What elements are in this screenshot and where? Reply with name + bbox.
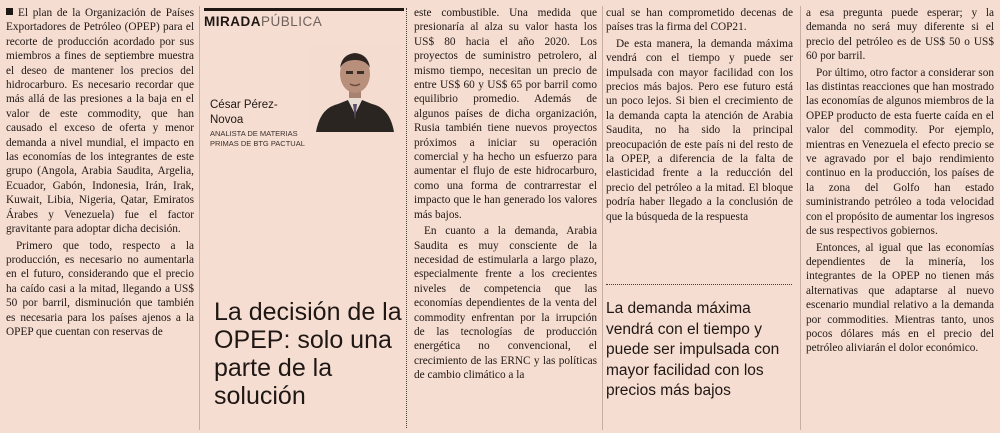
mirada-publica-box [204, 8, 404, 428]
paragraph: De esta manera, la demanda máxima vendrá con el tiempo y puede ser impulsada con mayor facilidad con los precios más bajos. Pero ese futuro está un poco lejos. Si bien el crecimiento de la demanda capta la atención de Arabia Saudita, no ha sido la principal preocupación de este país ni del resto de la OPEP, a diferencia de la falta de elasticidad frente a la reducción del precio del petróleo a la mitad. El bloque podría haber llegado a la conclusión de que la búsqueda de la respuesta [606, 37, 793, 223]
quote-divider [606, 284, 792, 285]
article-column-1 [6, 6, 194, 430]
paragraph: El plan de la Organización de Países Exportadores de Petróleo (OPEP) para el recorte de producción acordado por sus miembros a fines de septiembre muestra el deseo de mantener los precios del hidrocarburo. Es necesario recordar que más allá de las presiones a la baja en el valor de este commodity, que han causado el exceso de oferta y menor demanda a nivel mundial, el impacto en las economías de los integrantes de este grupo (Angola, Arabia Saudita, Argelia, Ecuador, Gabón, Indonesia, Irán, Irak, Kuwait, Libia, Nigeria, Qatar, Emiratos Árabes y Venezuela) fue el factor gravitante para adoptar dicha decisión. [6, 7, 194, 236]
paragraph: En cuanto a la demanda, Arabia Saudita es muy consciente de la necesidad de estimularla a largo plazo, especialmente frente a los crecientes niveles de competencia que las economías dependientes de la venta del commodity enfrentan por la irrupción de las tecnologías de producción energética no convencional, el crecimiento de las ERNC y las políticas de cambio climático a la [414, 225, 597, 382]
column-divider [602, 6, 603, 430]
section-label: MIRADAPÚBLICA [204, 8, 404, 34]
pull-quote-text: La demanda máxima vendrá con el tiempo y puede ser impulsada con mayor facilidad con los precios más bajos [606, 300, 780, 399]
paragraph: a esa pregunta puede esperar; y la demanda no será muy diferente si el precio del petróleo es de US$ 50 o US$ 60 por barril. [806, 7, 994, 63]
column-divider [800, 6, 801, 430]
article-column-4 [606, 6, 793, 268]
paragraph: Primero que todo, respecto a la producción, es necesario no aumentarla en el futuro, considerando que el precio ha caído casi a la mitad, llegando a US$ 50 por barril, disminución que también es necesaria para los países ajenos a la OPEP que cuentan con reservas de [6, 239, 194, 338]
article-column-5 [806, 6, 994, 430]
paragraph: este combustible. Una medida que presionaría al alza su valor hasta los US$ 80 hacia el año 2020. Los proyectos de suministro petrolero, al mismo tiempo, necesitan un precio de entre US$ 60 y US$ 65 por barril como equilibrio promedio. Además de algunos países de dicha organización, Rusia también tiene nuevos proyectos próximos a iniciar su operación comercial y ha hecho un esfuerzo para aumentar el flujo de este hidrocarburo, como una forma de contrarrestar el impacto que le han generado los valores más bajos. [414, 7, 597, 221]
headline: La decisión de la OPEP: solo una parte de la solución [214, 298, 402, 410]
article-column-3 [414, 6, 597, 430]
box-divider [406, 8, 407, 428]
author-role: ANALISTA DE MATERIAS PRIMAS DE BTG PACTUAL [210, 129, 305, 148]
paragraph: cual se han comprometido decenas de países tras la firma del COP21. [606, 7, 793, 34]
paragraph: Por último, otro factor a considerar son las distintas reacciones que han mostrado las economías de algunos miembros de la OPEP producto de esta fuerte caída en el valor del commodity. Por ejemplo, mientras en Venezuela el efecto precio se ve agravado por el bajo rendimiento continuo en la producción, los países de la zona del Golfo han estado suministrando petróleo a toda velocidad con el propósito de aumentar los ingresos de sus respectivos gobiernos. [806, 66, 994, 238]
author-photo [308, 44, 402, 132]
bullet-square-icon [6, 8, 13, 15]
column-divider [199, 6, 200, 430]
author-name: César Pérez-Novoa [210, 99, 278, 126]
pull-quote [606, 284, 792, 402]
paragraph: Entonces, al igual que las economías dependientes de la minería, los integrantes de la OPEP no tienen más alternativas que adaptarse al nuevo escenario mundial relativo a la demanda por commodities. Mientras tanto, unos pocos dólares más en el precio del petróleo aliviarán el dolor económico. [806, 241, 994, 355]
